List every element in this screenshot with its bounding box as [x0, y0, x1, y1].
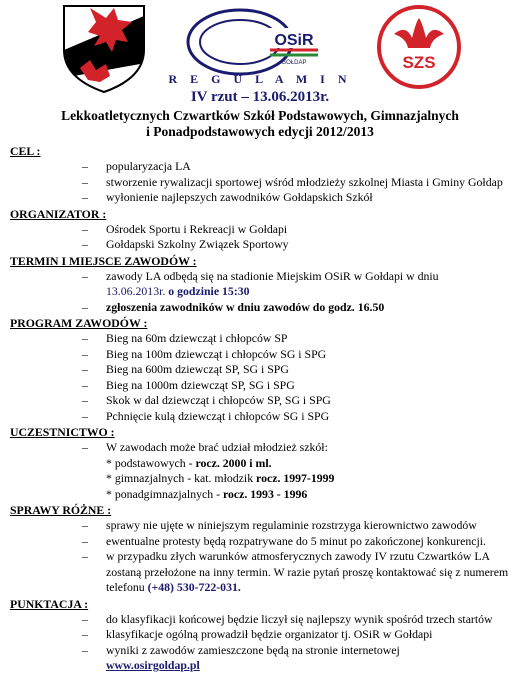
list-item: – popularyzacja LA	[82, 159, 191, 173]
list-item: – W zawodach może brać udział młodzież szkół:	[82, 440, 328, 454]
szs-logo-text: SZS	[402, 53, 436, 72]
list-item: – Pchnięcie kulą dziewcząt i chłopców SG i SPG	[82, 408, 330, 423]
list-item: – klasyfikacje ogólną prowadził będzie organizator tj. OSiR w Gołdapi	[82, 627, 433, 641]
list-item: – wyniki z zawodów zamieszczone będą na stronie internetowej www.osirgoldap.pl	[82, 642, 400, 672]
headline-line-1: Lekkoatletycznych Czwartków Szkół Podstawowych, Gimnazjalnych	[61, 108, 459, 123]
section-heading-organizator: ORGANIZATOR :	[10, 206, 107, 221]
list-item: – Bieg na 100m dziewcząt i chłopców SG i SPG	[82, 346, 327, 361]
list-item: – zgłoszenia zawodników w dniu zawodów do godz. 16.50	[82, 299, 385, 314]
event-date: 13.06.2013r.	[106, 284, 166, 298]
document-subtitle: IV rzut – 13.06.2013r.	[190, 89, 330, 105]
section-heading-cel: CEL :	[10, 144, 41, 158]
list-item: – zawody LA odbędą się na stadionie Miejskim OSiR w Gołdapi w dniu 13.06.2013r. o godzinie 15:30	[82, 268, 439, 298]
section-heading-program: PROGRAM ZAWODÓW :	[10, 316, 148, 330]
punktacja-list	[10, 612, 515, 674]
list-item: – wyłonienie najlepszych zawodników Gołdapskich Szkół	[82, 190, 373, 204]
document-title: R E G U L A M I N	[168, 72, 352, 86]
uczestnictwo-list	[10, 440, 515, 456]
list-item: – Bieg na 60m dziewcząt i chłopców SP	[82, 331, 288, 345]
section-heading-punktacja: PUNKTACJA :	[10, 596, 89, 611]
list-item: – Gołdapski Szkolny Związek Sportowy	[82, 237, 289, 251]
list-item: – stworzenie rywalizacji sportowej wśród młodzieży szkolnej Miasta i Gminy Gołdap	[82, 174, 503, 189]
list-item: – Skok w dal dziewcząt i chłopców SP, SG i SPG	[82, 393, 331, 407]
osir-logo-subtext: GOŁDAP	[281, 60, 307, 66]
contact-phone: (+48) 530-722-031.	[147, 580, 241, 594]
event-time: o godzinie 15:30	[168, 284, 250, 298]
section-heading-termin: TERMIN I MIEJSCE ZAWODÓW :	[10, 253, 197, 268]
section-heading-uczestnictwo: UCZESTNICTWO :	[10, 425, 115, 439]
headline-line-2: i Ponadpodstawowych edycji 2012/2013	[146, 124, 374, 139]
sprawy-list	[10, 518, 515, 596]
organizator-list	[10, 222, 515, 253]
list-item: – Bieg na 600m dziewcząt SP, SG i SPG	[82, 362, 289, 376]
list-item: – sprawy nie ujęte w niniejszym regulaminie rozstrzyga kierownictwo zawodów	[82, 518, 477, 532]
age-line-podstawowe: * podstawowych - rocz. 2000 i ml.	[106, 455, 272, 470]
regulation-body	[10, 143, 515, 674]
list-item: – Ośrodek Sportu i Rekreacji w Gołdapi	[82, 221, 288, 236]
website-link[interactable]: www.osirgoldap.pl	[106, 658, 200, 672]
list-item: – ewentualne protesty będą rozpatrywane do 5 minut po zakończonej konkurencji.	[82, 533, 486, 548]
cel-list	[10, 159, 515, 206]
list-item: – Bieg na 1000m dziewcząt SP, SG i SPG	[82, 377, 295, 392]
osir-logo-text: OSiR	[274, 32, 314, 49]
list-item: – w przypadku złych warunków atmosferycznych zawody IV rzutu Czwartków LA zostaną przełożone na inny termin. W razie pytań proszę kontaktować się z numerem telefonu (+48) 530-722-031.	[82, 549, 509, 594]
section-heading-sprawy: SPRAWY RÓŻNE :	[10, 503, 112, 517]
age-line-gimnazjalne: * gimnazjalnych - kat. młodzik rocz. 1997-1999	[106, 471, 335, 485]
list-item: – do klasyfikacji końcowej będzie liczył się najlepszy wynik spośród trzech startów	[82, 611, 493, 626]
termin-list	[10, 269, 515, 316]
program-list	[10, 331, 515, 424]
age-line-ponadgimnazjalne: * ponadgimnazjalnych - rocz. 1993 - 1996	[106, 486, 308, 501]
